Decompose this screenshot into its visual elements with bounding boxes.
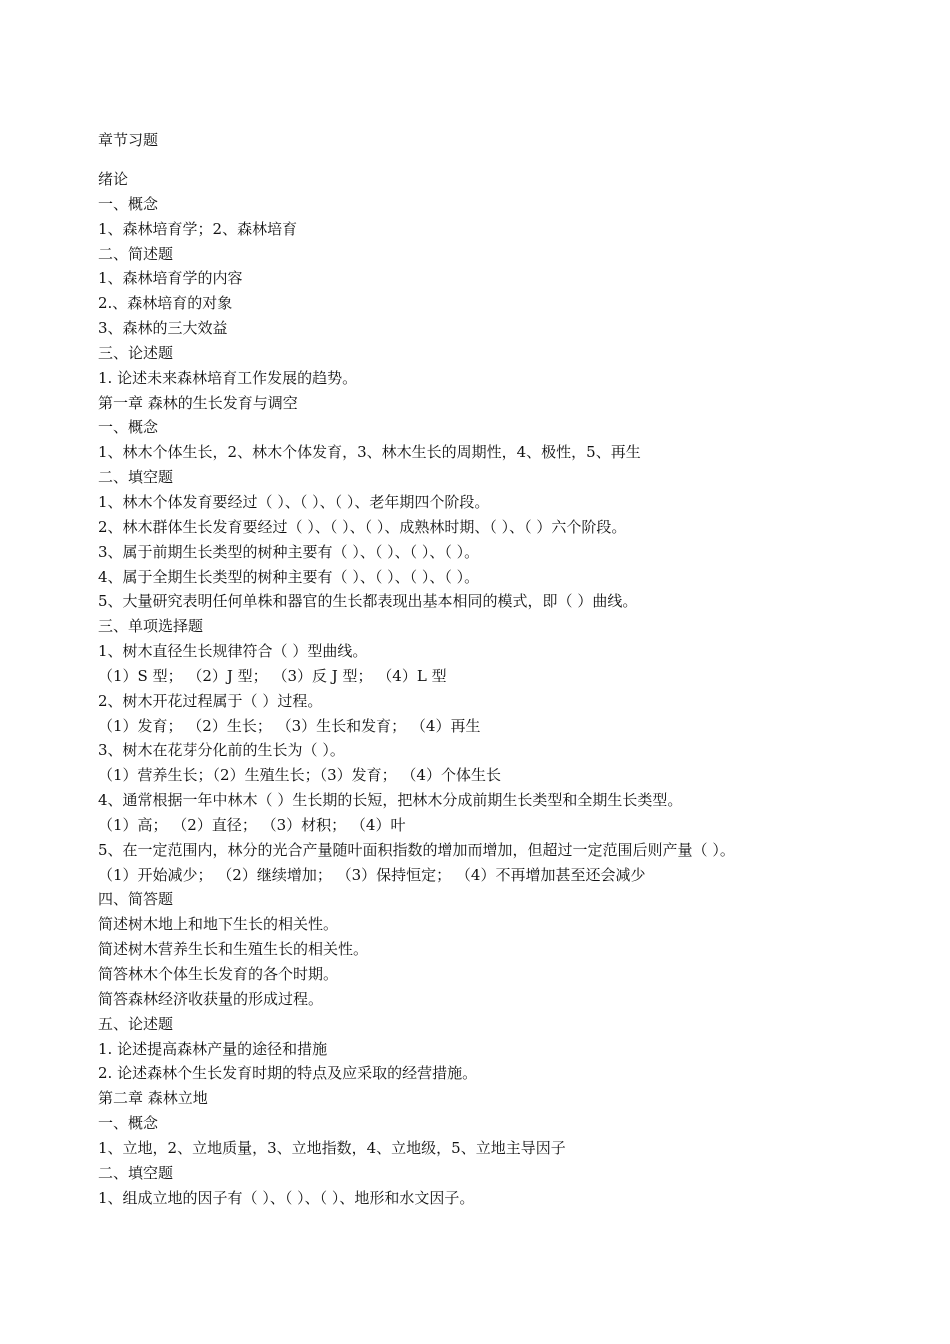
- text-line: 一、概念: [98, 194, 159, 213]
- text-line: 1. 论述提高森林产量的途径和措施: [98, 1039, 328, 1058]
- text-line: 简述树木地上和地下生长的相关性。: [98, 915, 339, 934]
- text-line: （1）高； （2）直径； （3）材积； （4）叶: [98, 815, 406, 834]
- text-line: 3、树木在花芽分化前的生长为（ ）。: [98, 741, 345, 760]
- text-line: 一、概念: [98, 418, 159, 437]
- text-line: 5、大量研究表明任何单株和器官的生长都表现出基本相同的模式，即（ ）曲线。: [98, 592, 638, 611]
- text-line: 绪论: [98, 170, 129, 188]
- document-body: [98, 167, 918, 1210]
- text-line: 第二章 森林立地: [98, 1089, 208, 1108]
- text-line: 1. 论述未来森林培育工作发展的趋势。: [98, 368, 358, 387]
- text-line: 三、单项选择题: [98, 617, 204, 636]
- text-line: （1）开始减少； （2）继续增加； （3）保持恒定； （4）不再增加甚至还会减少: [98, 865, 646, 884]
- text-line: 5、在一定范围内，林分的光合产量随叶面积指数的增加而增加，但超过一定范围后则产量（ ）。: [98, 840, 735, 859]
- text-line: 二、填空题: [98, 1163, 174, 1182]
- text-line: 1、立地，2、立地质量，3、立地指数，4、立地级，5、立地主导因子: [98, 1138, 566, 1157]
- text-line: 1、林木个体生长，2、林木个体发育，3、林木生长的周期性，4、极性，5、再生: [98, 443, 641, 462]
- text-line: 简答林木个体生长发育的各个时期。: [98, 965, 339, 983]
- text-line: 四、简答题: [98, 890, 174, 909]
- text-line: 1、组成立地的因子有（ ）、（ ）、（ ）、地形和水文因子。: [98, 1188, 475, 1207]
- text-line: 三、论述题: [98, 343, 174, 362]
- text-line: 1、森林培育学；2、森林培育: [98, 219, 298, 238]
- text-line: 简述树木营养生长和生殖生长的相关性。: [98, 940, 369, 959]
- text-line: 4、通常根据一年中林木（ ）生长期的长短，把林木分成前期生长类型和全期生长类型。: [98, 791, 683, 810]
- text-line: 简答森林经济收获量的形成过程。: [98, 989, 324, 1008]
- text-line: 1、森林培育学的内容: [98, 269, 243, 288]
- text-line: 五、论述题: [98, 1014, 174, 1033]
- text-line: 4、属于全期生长类型的树种主要有（ ）、（ ）、（ ）、（ ）。: [98, 567, 480, 586]
- text-line: （1）S 型； （2）J 型； （3）反 J 型； （4）L 型: [98, 666, 447, 685]
- document-page: [98, 129, 918, 1210]
- text-line: 二、填空题: [98, 468, 174, 487]
- text-line: 二、简述题: [98, 244, 174, 263]
- text-line: （1）营养生长；（2）生殖生长；（3）发育； （4）个体生长: [98, 766, 501, 785]
- page-title: 章节习题: [98, 131, 159, 149]
- text-line: 3、属于前期生长类型的树种主要有（ ）、（ ）、（ ）、（ ）。: [98, 542, 480, 561]
- text-line: 1、林木个体发育要经过（ ）、（ ）、（ ）、老年期四个阶段。: [98, 492, 490, 511]
- text-line: 3、森林的三大效益: [98, 319, 228, 338]
- text-line: 2、林木群体生长发育要经过（ ）、（ ）、（ ）、成熟林时期、（ ）、（ ）六个阶段。: [98, 517, 627, 536]
- text-line: （1）发育； （2）生长； （3）生长和发育； （4）再生: [98, 716, 481, 735]
- text-line: 2、树木开花过程属于（ ）过程。: [98, 691, 323, 710]
- text-line: 2. 论述森林个生长发育时期的特点及应采取的经营措施。: [98, 1064, 478, 1083]
- text-line: 1、树木直径生长规律符合（ ）型曲线。: [98, 642, 368, 661]
- text-line: 2.、森林培育的对象: [98, 294, 233, 313]
- text-line: 一、概念: [98, 1114, 159, 1133]
- text-line: 第一章 森林的生长发育与调空: [98, 393, 298, 412]
